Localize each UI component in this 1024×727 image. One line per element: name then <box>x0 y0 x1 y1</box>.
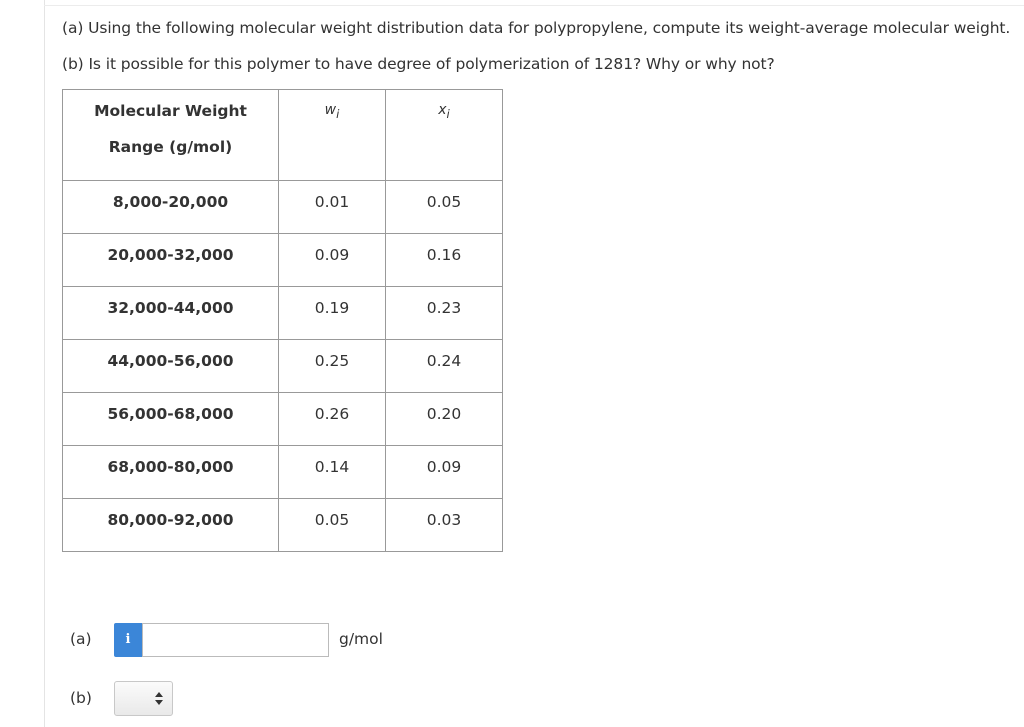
header-mw-line2: Range (g/mol) <box>108 138 233 156</box>
header-mw-range <box>63 90 279 181</box>
cell-wi: 0.01 <box>279 181 386 234</box>
cell-range: 80,000-92,000 <box>63 499 279 552</box>
answer-b-label: (b) <box>70 689 92 707</box>
header-xi-subscript: i <box>446 106 450 121</box>
cell-xi: 0.16 <box>386 234 503 287</box>
cell-xi: 0.23 <box>386 287 503 340</box>
cell-wi: 0.26 <box>279 393 386 446</box>
top-divider <box>44 5 1024 6</box>
cell-wi: 0.25 <box>279 340 386 393</box>
cell-wi: 0.14 <box>279 446 386 499</box>
table-row <box>63 340 503 393</box>
header-xi <box>386 90 503 181</box>
left-divider <box>44 0 45 727</box>
distribution-table <box>62 89 503 552</box>
cell-wi: 0.05 <box>279 499 386 552</box>
table-row <box>63 499 503 552</box>
cell-xi: 0.09 <box>386 446 503 499</box>
cell-wi: 0.09 <box>279 234 386 287</box>
cell-range: 8,000-20,000 <box>63 181 279 234</box>
header-wi-symbol <box>279 90 385 121</box>
table-row <box>63 181 503 234</box>
answer-a-label: (a) <box>70 630 92 648</box>
arrow-up-icon <box>155 692 163 697</box>
header-wi <box>279 90 386 181</box>
table-row <box>63 446 503 499</box>
cell-range: 20,000-32,000 <box>63 234 279 287</box>
cell-xi: 0.24 <box>386 340 503 393</box>
arrow-down-icon <box>155 700 163 705</box>
answer-a-input[interactable] <box>142 623 329 657</box>
question-part-a: (a) Using the following molecular weight distribution data for polypropylene, compute its weight-average molecular weight. <box>62 19 1011 37</box>
cell-xi: 0.05 <box>386 181 503 234</box>
cell-range: 68,000-80,000 <box>63 446 279 499</box>
table-header-row <box>63 90 503 181</box>
cell-range: 44,000-56,000 <box>63 340 279 393</box>
header-xi-symbol <box>386 90 502 121</box>
header-mw-line1: Molecular Weight <box>94 102 247 120</box>
question-part-b: (b) Is it possible for this polymer to have degree of polymerization of 1281? Why or why not? <box>62 55 775 73</box>
header-wi-letter: w <box>324 102 337 118</box>
header-wi-subscript: i <box>336 106 340 121</box>
answer-b-dropdown[interactable] <box>114 681 173 716</box>
cell-xi: 0.03 <box>386 499 503 552</box>
cell-range: 56,000-68,000 <box>63 393 279 446</box>
table-row <box>63 234 503 287</box>
table-row <box>63 287 503 340</box>
cell-range: 32,000-44,000 <box>63 287 279 340</box>
cell-xi: 0.20 <box>386 393 503 446</box>
info-icon[interactable]: i <box>114 623 142 657</box>
table-row <box>63 393 503 446</box>
updown-arrows-icon <box>155 692 163 706</box>
header-xi-letter: x <box>438 102 447 118</box>
answer-a-unit: g/mol <box>339 630 383 648</box>
cell-wi: 0.19 <box>279 287 386 340</box>
